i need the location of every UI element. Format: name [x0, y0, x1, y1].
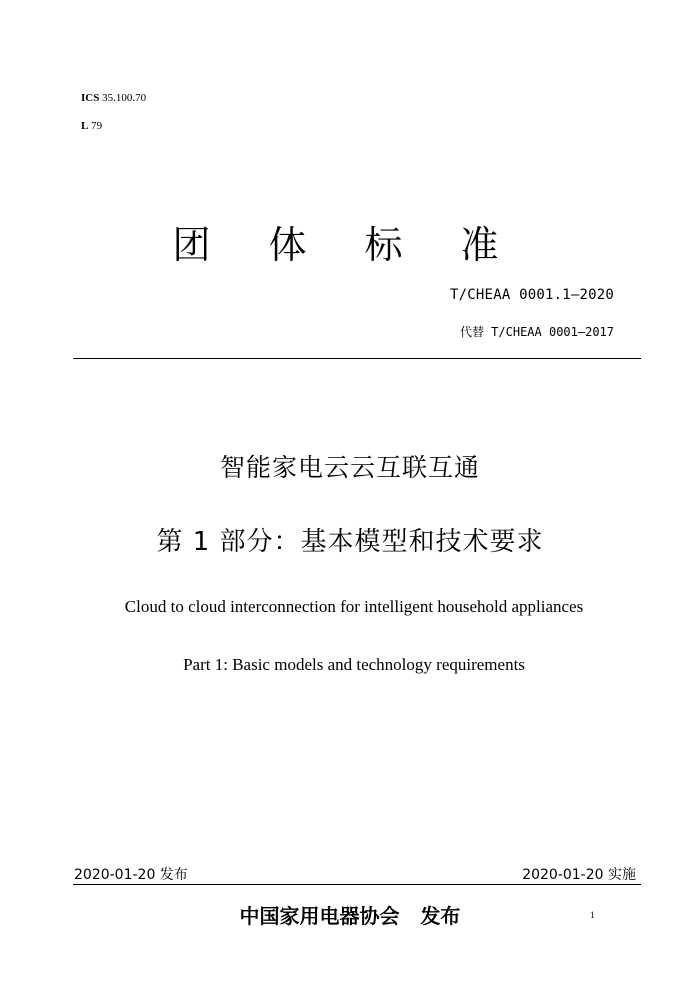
ics-label: ICS — [81, 92, 100, 104]
ics-code — [81, 92, 146, 104]
classification-label: L — [81, 120, 89, 132]
implementation-date: 2020-01-20 实施 — [522, 867, 636, 883]
classification-value: 79 — [91, 120, 103, 132]
title-english-main: Cloud to cloud interconnection for intelligent household appliances — [124, 597, 584, 616]
title-english-part: Part 1: Basic models and technology requirements — [183, 655, 525, 674]
publisher-text: 中国家用电器协会 发布 — [239, 904, 461, 928]
publisher — [0, 900, 700, 929]
title-chinese-main: 智能家电云云互联互通 — [219, 453, 480, 482]
header-divider — [73, 358, 641, 359]
standard-type-heading — [0, 214, 700, 269]
standard-number: T/CHEAA 0001.1—2020 — [450, 287, 614, 303]
classification-code — [81, 120, 102, 132]
ics-value: 35.100.70 — [102, 92, 147, 104]
footer-divider — [73, 884, 641, 885]
publish-date: 2020-01-20 发布 — [74, 867, 188, 883]
standard-type-char: 团 — [172, 223, 211, 267]
title-chinese-part: 第 1 部分：基本模型和技术要求 — [156, 527, 544, 557]
standard-type-char: 体 — [268, 223, 307, 267]
standard-type-char: 标 — [364, 223, 403, 267]
standard-type-char: 准 — [460, 223, 499, 267]
replaces-standard: 代替 T/CHEAA 0001—2017 — [459, 325, 614, 339]
page-number: 1 — [590, 910, 595, 920]
